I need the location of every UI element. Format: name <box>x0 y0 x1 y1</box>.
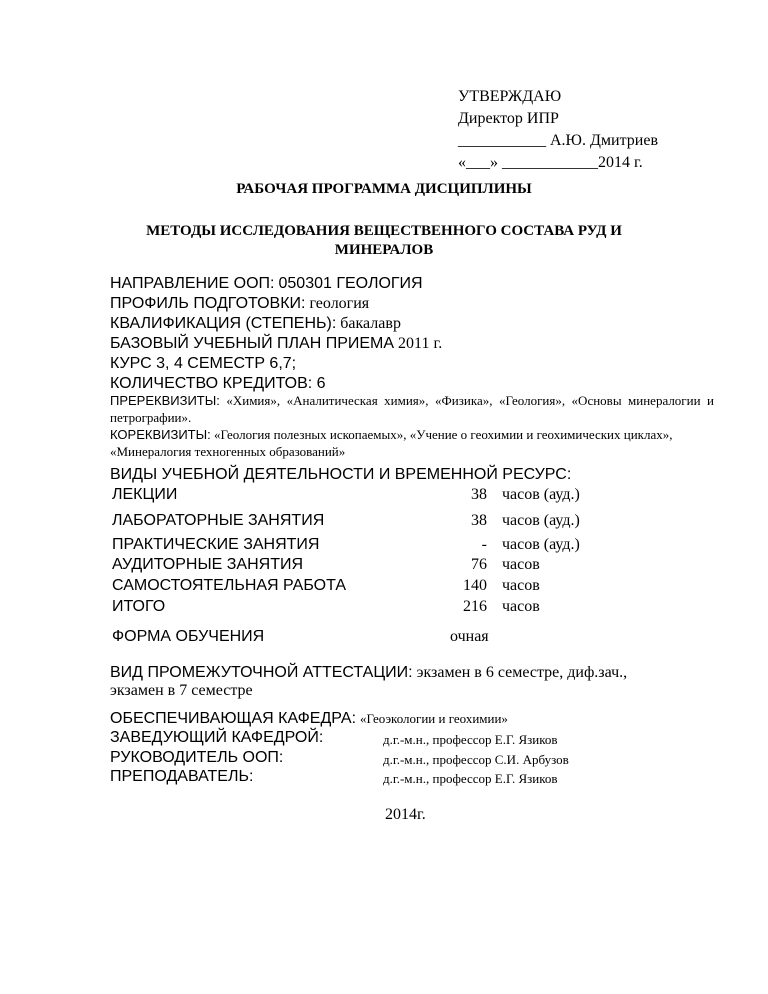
credits-row: КОЛИЧЕСТВО КРЕДИТОВ: 6 <box>110 375 326 392</box>
coreq-value: «Геология полезных ископаемых», «Учение о геохимии и геохимических циклах», «Минералогия техногенных образований» <box>110 427 673 459</box>
attestation-value-cont: экзамен в 7 семестре <box>110 682 253 699</box>
activity-hours: 216 <box>463 598 487 615</box>
plan-label: БАЗОВЫЙ УЧЕБНЫЙ ПЛАН ПРИЕМА <box>110 335 395 352</box>
direction-row <box>110 275 423 293</box>
approval-director: Директор ИПР <box>458 110 559 127</box>
qualification-label: КВАЛИФИКАЦИЯ (СТЕПЕНЬ): <box>110 315 337 332</box>
department-label: ОБЕСПЕЧИВАЮЩАЯ КАФЕДРА: <box>110 710 357 727</box>
activity-unit: часов <box>502 556 540 573</box>
lead-label: РУКОВОДИТЕЛЬ ООП: <box>110 749 284 766</box>
attestation-value: экзамен в 6 семестре, диф.зач., <box>416 664 628 681</box>
department-row <box>110 710 508 728</box>
activity-hours: - <box>481 536 487 553</box>
activity-hours: 140 <box>463 577 487 594</box>
activity-unit: часов <box>502 577 540 594</box>
head-value: д.г.-м.н., профессор Е.Г. Язиков <box>383 732 558 747</box>
attestation-row <box>110 664 627 682</box>
profile-row <box>110 295 369 313</box>
activity-label: ИТОГО <box>112 598 166 615</box>
activities-heading: ВИДЫ УЧЕБНОЙ ДЕЯТЕЛЬНОСТИ И ВРЕМЕННОЙ РЕСУРС: <box>110 466 572 483</box>
corequisites <box>110 426 714 460</box>
approval-signature: ___________ А.Ю. Дмитриев <box>458 132 659 149</box>
activity-label: ПРАКТИЧЕСКИЕ ЗАНЯТИЯ <box>112 536 320 553</box>
activity-label: САМОСТОЯТЕЛЬНАЯ РАБОТА <box>112 577 346 594</box>
profile-label: ПРОФИЛЬ ПОДГОТОВКИ: <box>110 295 306 312</box>
teacher-label: ПРЕПОДАВАТЕЛЬ: <box>110 768 254 785</box>
coreq-label: КОРЕКВИЗИТЫ: <box>110 427 211 442</box>
study-form-label: ФОРМА ОБУЧЕНИЯ <box>112 628 265 645</box>
study-form-value: очная <box>450 628 489 645</box>
profile-value: геология <box>309 295 370 312</box>
activity-label: ЛЕКЦИИ <box>112 486 178 503</box>
plan-value: 2011 г. <box>398 335 443 352</box>
activity-hours: 38 <box>471 512 487 529</box>
lead-value: д.г.-м.н., профессор С.И. Арбузов <box>383 752 569 767</box>
prereq-label: ПРЕРЕКВИЗИТЫ: <box>110 393 220 408</box>
approval-line: УТВЕРЖДАЮ <box>458 88 562 105</box>
direction-value: 050301 ГЕОЛОГИЯ <box>278 275 423 292</box>
direction-label: НАПРАВЛЕНИЕ ООП: <box>110 275 275 292</box>
document-title: РАБОЧАЯ ПРОГРАММА ДИСЦИПЛИНЫ <box>236 181 532 197</box>
activity-unit: часов <box>502 598 540 615</box>
prerequisites <box>110 392 714 426</box>
course-row: КУРС 3, 4 СЕМЕСТР 6,7; <box>110 355 297 372</box>
plan-row <box>110 335 442 353</box>
head-label: ЗАВЕДУЮЩИЙ КАФЕДРОЙ: <box>110 729 324 746</box>
activity-hours: 38 <box>471 486 487 503</box>
prereq-value: «Химия», «Аналитическая химия», «Физика», «Геология», «Основы минералогии и петрографии». <box>110 393 714 425</box>
activity-hours: 76 <box>471 556 487 573</box>
approval-date: «___» ____________2014 г. <box>458 154 643 171</box>
document-year: 2014г. <box>385 806 426 823</box>
activity-unit: часов (ауд.) <box>502 486 580 503</box>
activity-unit: часов (ауд.) <box>502 536 580 553</box>
activity-label: ЛАБОРАТОРНЫЕ ЗАНЯТИЯ <box>112 512 325 529</box>
discipline-title: МЕТОДЫ ИССЛЕДОВАНИЯ ВЕЩЕСТВЕННОГО СОСТАВА РУД И МИНЕРАЛОВ <box>146 223 622 258</box>
approval-block <box>458 86 658 174</box>
activity-label: АУДИТОРНЫЕ ЗАНЯТИЯ <box>112 556 304 573</box>
qualification-value: бакалавр <box>340 315 401 332</box>
qualification-row <box>110 315 401 333</box>
activity-unit: часов (ауд.) <box>502 512 580 529</box>
department-value: «Геоэкологии и геохимии» <box>360 711 508 726</box>
attestation-label: ВИД ПРОМЕЖУТОЧНОЙ АТТЕСТАЦИИ: <box>110 664 413 681</box>
teacher-value: д.г.-м.н., профессор Е.Г. Язиков <box>383 771 558 786</box>
